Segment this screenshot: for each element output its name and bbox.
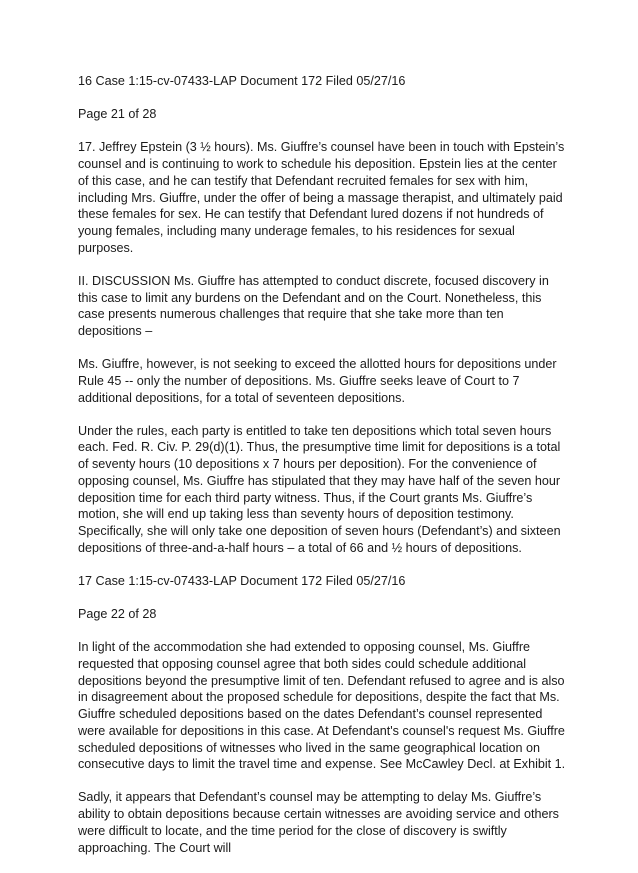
paragraph-epstein: 17. Jeffrey Epstein (3 ½ hours). Ms. Giuffre’s counsel have been in touch with Epstein’s counsel and is continuing to work to schedule his deposition. Epstein lies at the center of this case, and he can testify that Defendant recruited females for sex with him, including Mrs. Giuffre, under the offer of being a massage therapist, and ultimately paid these females for sex. He can testify that Defendant lured dozens if not hundreds of young females, including many underage females, to his residences for sexual purposes. <box>78 140 565 255</box>
paragraph-delay: Sadly, it appears that Defendant’s counsel may be attempting to delay Ms. Giuffre’s ability to obtain depositions because certain witnesses are avoiding service and others were difficult to locate, and the time period for the close of discovery is swiftly approaching. The Court will <box>78 790 559 855</box>
paragraph-allotted-hours: Ms. Giuffre, however, is not seeking to exceed the allotted hours for depositions under Rule 45 -- only the number of depositions. Ms. Giuffre seeks leave of Court to 7 additional depositions, for a total of seventeen depositions. <box>78 357 557 405</box>
paragraph-discussion: II. DISCUSSION Ms. Giuffre has attempted to conduct discrete, focused discovery in this case to limit any burdens on the Defendant and on the Court. Nonetheless, this case presents numerous challenges that require that she take more than ten depositions – <box>78 273 549 338</box>
page-number: Page 21 of 28 <box>78 107 157 122</box>
page-header-line: 16 Case 1:15-cv-07433-LAP Document 172 Filed 05/27/16 <box>78 74 406 88</box>
paragraph-accommodation: In light of the accommodation she had extended to opposing counsel, Ms. Giuffre requested that opposing counsel agree that both sides could schedule additional depositions beyond the presumptive limit of ten. Defendant refused to agree and is also in disagreement about the proposed schedule for depositions, despite the fact that Ms. Giuffre scheduled depositions based on the dates Defendant’s counsel represented were available for depositions in this case. At Defendant's counsel's request Ms. Giuffre scheduled depositions of witnesses who lived in the same geographical location on consecutive days to limit the travel time and expense. See McCawley Decl. at Exhibit 1. <box>78 640 566 772</box>
paragraph-rules: Under the rules, each party is entitled to take ten depositions which total seven hours each. Fed. R. Civ. P. 29(d)(1). Thus, the presumptive time limit for depositions is a total of seventy hours (10 depositions x 7 hours per deposition). For the convenience of opposing counsel, Ms. Giuffre has stipulated that they may have half of the seven hour deposition time for each third party witness. Thus, if the Court grants Ms. Giuffre’s motion, she will end up taking less than seventy hours of deposition testimony. Specifically, she will only take one deposition of seven hours (Defendant’s) and sixteen depositions of three-and-a-half hours – a total of 66 and ½ hours of depositions. <box>78 423 561 555</box>
page-header-line: 17 Case 1:15-cv-07433-LAP Document 172 Filed 05/27/16 <box>78 573 406 588</box>
page-number: Page 22 of 28 <box>78 607 157 622</box>
document-page <box>78 73 568 873</box>
